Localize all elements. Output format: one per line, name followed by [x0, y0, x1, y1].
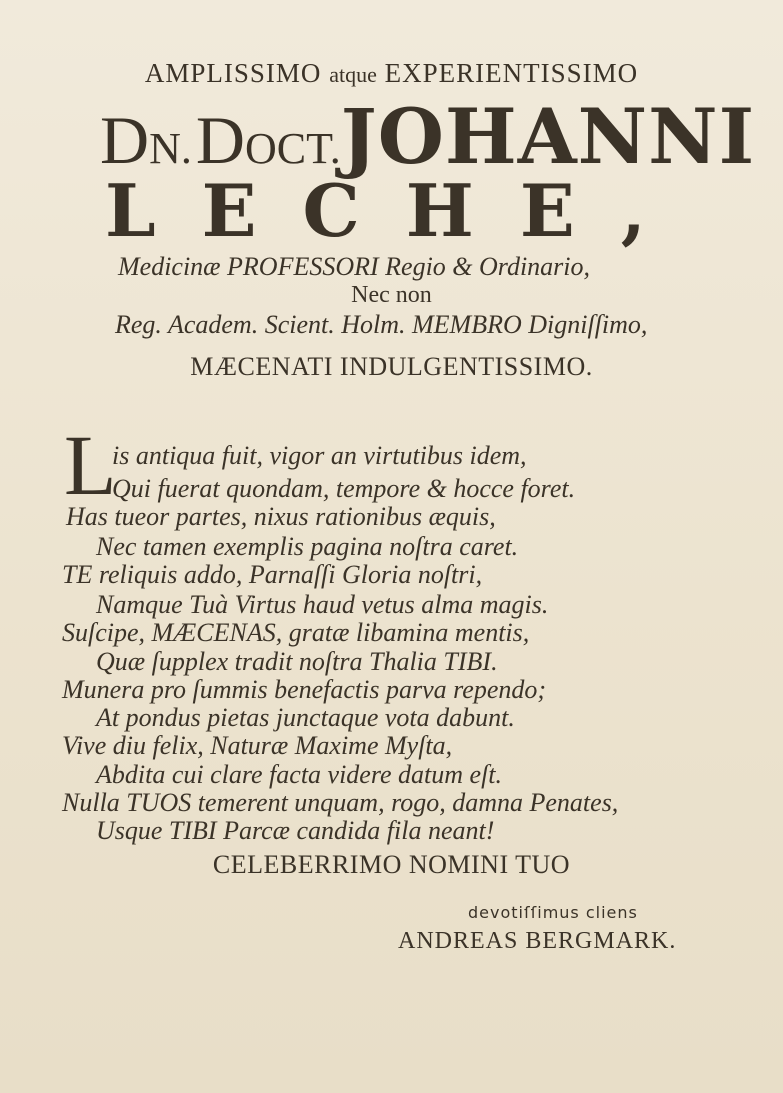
verse-line: Munera pro ſummis benefactis parva rependo; — [62, 675, 547, 704]
cliens-line: devotiſſimus cliens — [468, 903, 638, 922]
drop-cap: L — [64, 417, 117, 513]
verse-line: Quæ ſupplex tradit noſtra Thalia TIBI. — [96, 647, 498, 676]
verse-line: Vive diu felix, Naturæ Maxime Myſta, — [62, 731, 453, 760]
medicinae-word: Medicinæ — [118, 252, 221, 281]
verse-line: Namque Tuà Virtus haud vetus alma magis. — [96, 590, 549, 619]
dedication-word-3: EXPERIENTISSIMO — [384, 58, 639, 88]
maecenati-line: MÆCENATI INDULGENTISSIMO. — [190, 352, 593, 381]
title-doct-rest: OCT. — [245, 124, 341, 173]
verse-line: is antiqua fuit, vigor an virtutibus idem, — [112, 441, 527, 470]
verse-line: Suſcipe, MÆCENAS, gratæ libamina mentis, — [62, 618, 530, 647]
academy-name: Reg. Academ. Scient. Holm. — [115, 310, 406, 339]
dignissimo-word: Digniſſimo, — [528, 310, 648, 339]
recipient-title — [100, 92, 756, 181]
title-doct-initial: D — [195, 102, 245, 178]
recipient-surname: LECHE, — [105, 168, 692, 253]
verse-line: Abdita cui clare facta videre datum eſt. — [96, 760, 503, 789]
verse-line: Qui fuerat quondam, tempore & hocce foret. — [112, 474, 576, 503]
title-first-name: JOHANNI — [340, 92, 756, 181]
membro-word: MEMBRO — [412, 310, 522, 339]
regio-ordinario-words: Regio & Ordinario, — [385, 252, 591, 281]
closing-dedication: CELEBERRIMO NOMINI TUO — [212, 850, 571, 879]
verse-line: At pondus pietas junctaque vota dabunt. — [96, 703, 515, 732]
title-dn-initial: D — [100, 102, 150, 178]
title-dn-rest: N. — [149, 124, 192, 173]
dedication-word-2: atque — [329, 62, 377, 87]
title-line-membro — [115, 310, 647, 340]
author-name: ANDREAS BERGMARK. — [398, 928, 677, 954]
professori-word: PROFESSORI — [227, 252, 379, 281]
verse-line: Has tueor partes, nixus rationibus æquis, — [66, 502, 496, 531]
verse-line: Nulla TUOS temerent unquam, rogo, damna Penates, — [62, 788, 619, 817]
dedication-line — [0, 58, 783, 89]
title-line-professor — [118, 252, 590, 282]
dedication-word-1: AMPLISSIMO — [144, 58, 322, 88]
verse-line-text: TE reliquis addo, Parnaſſi Gloria noſtri, — [62, 560, 483, 589]
verse-line: Usque TIBI Parcæ candida fila neant! — [96, 816, 495, 845]
verse-line: Nec tamen exemplis pagina noſtra caret. — [96, 532, 519, 561]
nec-non-line: Nec non — [351, 282, 432, 308]
verse-line — [62, 560, 482, 590]
